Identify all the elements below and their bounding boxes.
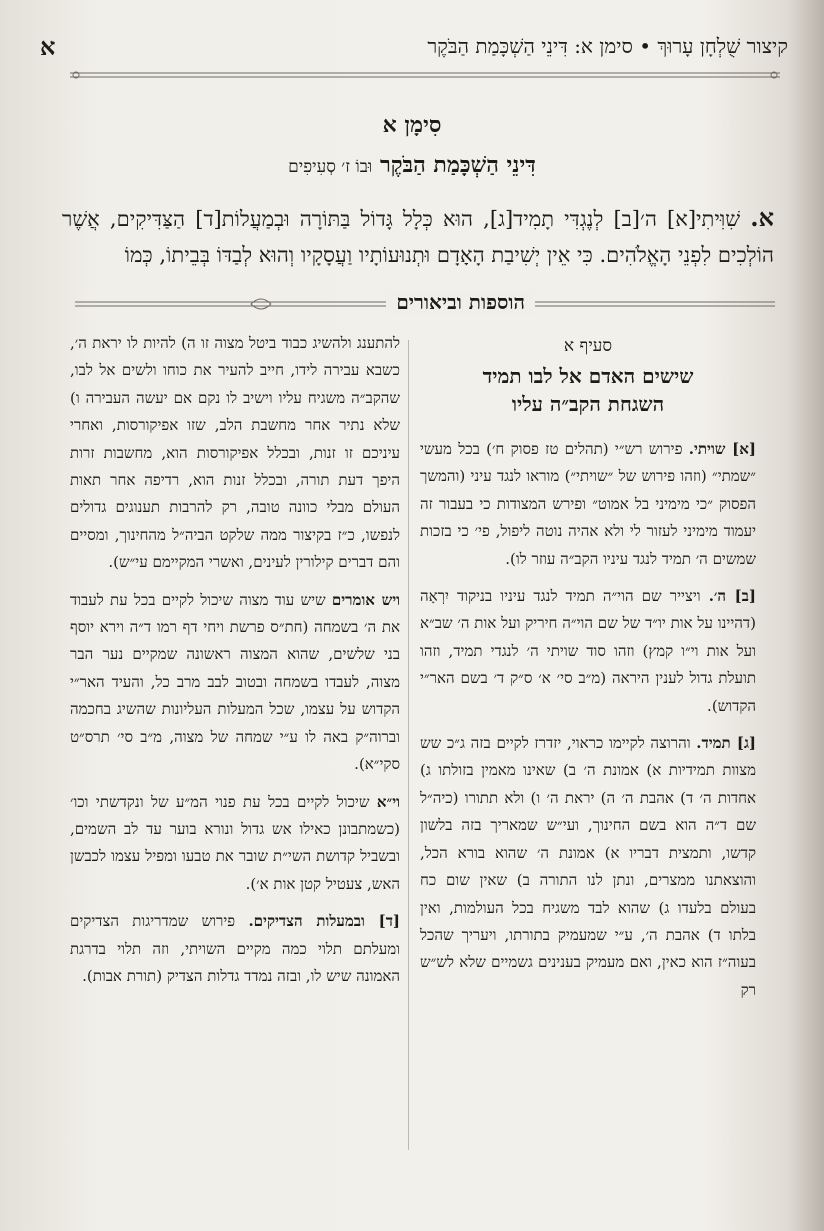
seif-title-line-1: שישים האדם אל לבו תמיד [482,364,694,388]
main-paragraph-text: שִׁוִּיתִי[א] ה׳[ב] לְנֶגְדִּי תָמִיד[ג], הוּא כְּלָל גָּדוֹל בַּתּוֹרָה וּבְמַעֲלוֹת[ד] הַצַּדִּיקִים, אֲשֶׁר הוֹלְכִים לִפְנֵי הָאֱלֹהִים. כִּי אֵין יְשִׁיבַת הָאָדָם וּתְנוּעוֹתָיו וַעֲסָקָיו וְהוּא לְבַדּוֹ בְּבֵיתוֹ, כְּמוֹ [62,207,774,267]
siman-title: סִימָן א [382,112,442,138]
header-ornament-rule [70,70,780,80]
siman-subtitle-small: וּבוֹ ז׳ סְעִיפִים [288,157,373,177]
left-column [70,330,400,1000]
siman-subtitle [0,152,824,178]
seif-heading: סעיף א [563,336,613,356]
note-text: שיכול לקיים בכל עת פנוי המ״ע של ונקדשתי וכו׳ (כשמתבונן כאילו אש גדול ונורא בוער עד לב השמים, ובשביל קדושת השי״ת שובר את טבעו ומפיל עצמו לכבשן האש, צעטיל קטן אות א׳). [70,792,400,893]
right-column [420,330,756,1014]
note-paragraph [420,436,756,573]
note-text: שיש עוד מצוה שיכול לקיים בכל עת לעבוד את ה׳ בשמחה (חת״ס פרשת ויחי דף רמו ד״ה וירא יוסף בני שלשים, שהוא המצוה ראשונה שמקיים נער הבר מצוה, לעבדו בשמחה ובטוב לבב מרב כל, והעיד האר״י הקדוש על עצמו, שכל המעלות העליונות שהשיג בחכמה וברוה״ק באה לו ע״י שמחה של מצוה, מ״ב סי׳ תרס״ט סקי״א). [70,590,400,774]
note-paragraph [420,583,756,720]
note-text: פירוש רש״י (תהלים טז פסוק ח׳) בכל מעשי ״שמתי״ (וזהו פירוש של ״שויתי״) מוראו לנגד עיני (והמשך הפסוק ״כי מימיני בל אמוט״ ופירש המצודות כי בעבור זה יעמוד מימיני לעזור לי ולא אהיה נוטה ליפול, פי׳ כי בזכות שמשים ה׳ תמיד לנגד עיניו הקב״ה עוזר לו). [420,440,756,568]
section-title: הוספות וביאורים [386,290,535,315]
column-separator [408,340,409,1150]
note-number: [ג] תמיד. [696,734,757,753]
page-number: א [40,32,56,61]
note-number: וי״א [376,792,400,811]
note-text: פירוש שמדריגות הצדיקים ומעלתם תלוי כמה מקיים השויתי, וזה תלוי בדרגת האמונה שיש לו, ובזה נמדד גדלות הצדיק (תורת אבות). [70,912,400,985]
running-header [40,30,788,70]
page-spine-shadow [788,0,824,1231]
note-paragraph [420,730,756,1004]
note-number: [ד] ובמעלות הצדיקים. [248,912,401,931]
note-paragraph [70,330,400,577]
siman-subtitle-text: דִּינֵי הַשְׁכָּמַת הַבֹּקֶר [379,152,536,178]
note-number: [א] שויתי. [688,440,756,458]
section-divider [75,290,775,320]
note-paragraph [70,908,400,990]
seif-mark: א. [750,203,774,232]
seif-title-line-2: השגחת הקב״ה עליו [511,392,665,416]
note-text: להתענג ולהשיג כבוד ביטל מצוה זו ה) להיות לו יראת ה׳, כשבא עבירה לידו, חייב להעיר את כוחו ולשים אל לבו, שהקב״ה משגיח עליו וישיב לו נקם אם יעשה העבירה ו) שלא נתיר אחר מחשבת הלב, שזו אפיקורסות, ואחרי עיניכם זו זנות, ובכלל אפיקורסות הוא, מחשבות זרות היפך דעת תורה, ובכלל זנות הוא, רדיפה אחר תאות העולם מבלי כוונה טובה, רק להרבות תענוגים גדולים לנפשו, כ״ז בקיצור ממה שלקט הביה״ל מהחינוך, ומסיים והם דברים קילורין לעינים, ואשרי המקיימם עי״ש). [70,334,400,572]
header-title: קיצור שֻׁלְחָן עָרוּךְ • סימן א: דִּינֵי הַשְׁכָּמַת הַבֹּקֶר [427,34,788,58]
note-paragraph [70,587,400,779]
note-number: [ב] ה׳. [708,587,756,606]
main-paragraph [62,200,774,273]
note-text: ויצייר שם הוי״ה תמיד לנגד עיניו בניקוד יִרְאָה (דהיינו על אות יו״ד של שם הוי״ה חיריק ועל אות ה׳ שב״א ועל אות וי״ו קמץ) וזהו סוד שויתי ה׳ לנגדי תמיד, וזהו תועלת גדול לענין היראה (מ״ב סי׳ א׳ ס״ק ד׳ בשם האר״י הקדוש). [420,587,756,715]
seif-title [420,362,756,418]
note-number: ויש אומרים [331,590,401,609]
note-paragraph [70,789,400,899]
note-text: והרוצה לקיימו כראוי, יזדרז לקיים בזה ג״כ שש מצוות תמידיות א) אמונת ה׳ ב) שאינו מאמין בזולתו ג) אחדות ה׳ ד) אהבת ה׳ ה) יראת ה׳ ו) ולא תתורו (כיה״ל שם ד״ה הוא בשם החינוך, ועי״ש שמאריך בזה בלשון קדשו, ותמצית דבריו א) אמונת ה׳ שהוא בורא הכל, והוצאתנו ממצרים, ונתן לנו התורה ב) שאין שום כח בעולם בלעדו ג) שהוא לבד משגיח בכל העולמות, ואין בלתו ד) אהבת ה׳, ע״י שמעמיק בתורתו, ויעריך שהכל בעוה״ז הוא כאין, ואם מעמיק בענינים גשמיים שלא לש״ש רק [420,734,756,999]
